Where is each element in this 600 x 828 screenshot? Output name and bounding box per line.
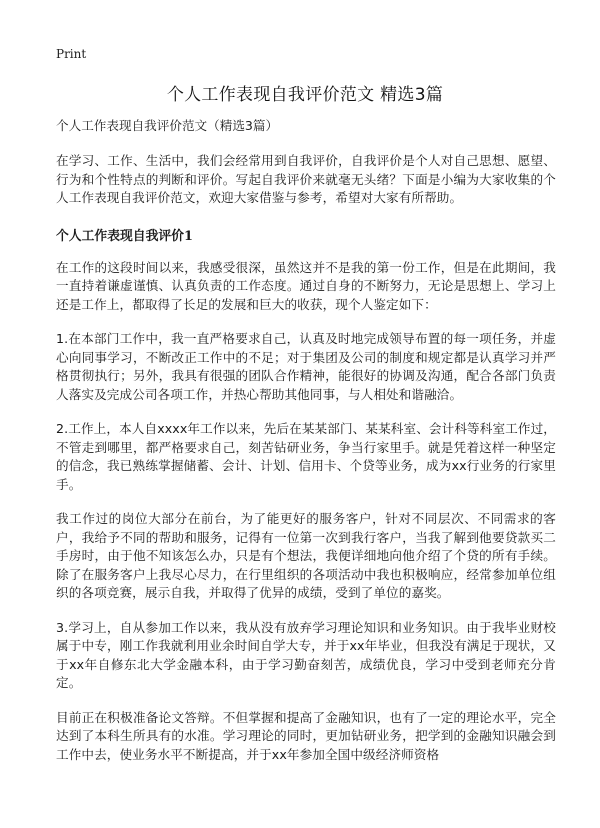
body-paragraph-2: 1.在本部门工作中，我一直严格要求自己，认真及时地完成领导布置的每一项任务，并虚心向同事学习，不断改正工作中的不足；对于集团及公司的制度和规定都是认真学习并严格贯彻执行；另外，我具有很强的团队合作精神，能很好的协调及沟通，配合各部门负责人落实及完成公司各项工作，并热心帮助其他同事，与人相处和谐融洽。 <box>56 331 556 402</box>
body-paragraph-5: 3.学习上，自从参加工作以来，我从没有放弃学习理论知识和业务知识。由于我毕业财校属于中专，刚工作我就利用业余时间自学大专，并于xx年毕业，但我没有满足于现状，又于xx年自修东北大学金融本科，由于学习勤奋刻苦，成绩优良，学习中受到老师充分肯定。 <box>56 619 556 690</box>
body-paragraph-4: 我工作过的岗位大部分在前台，为了能更好的服务客户，针对不同层次、不同需求的客户，我给予不同的帮助和服务，记得有一位第一次到我行客户，当我了解到他要贷款买二手房时，由于他不知该怎么办，只是有个想法，我便详细地向他介绍了个贷的所有手续。除了在服务客户上我尽心尽力，在行里组织的各项活动中我也积极响应，经常参加单位组织的各项竞赛，展示自我，并取得了优异的成绩，受到了单位的嘉奖。 <box>56 511 556 600</box>
article-body <box>56 117 556 780</box>
intro-paragraph: 在学习、工作、生活中，我们会经常用到自我评价，自我评价是个人对自己思想、愿望、行为和个性特点的判断和评价。写起自我评价来就毫无头绪？下面是小编为大家收集的个人工作表现自我评价范文，欢迎大家借鉴与参考，希望对大家有所帮助。 <box>56 153 556 205</box>
article-subtitle: 个人工作表现自我评价范文（精选3篇） <box>56 118 279 133</box>
body-paragraph-3: 2.工作上，本人自xxxx年工作以来，先后在某某部门、某某科室、会计科等科室工作过，不管走到哪里，都严格要求自己，刻苦钻研业务，争当行家里手。就是凭着这样一种坚定的信念，我已熟练掌握储蓄、会计、计划、信用卡、个贷等业务，成为xx行业务的行家里手。 <box>56 421 556 492</box>
page-title: 个人工作表现自我评价范文 精选3篇 <box>166 85 444 105</box>
body-paragraph-1: 在工作的这段时间以来，我感受很深，虽然这并不是我的第一份工作，但是在此期间，我一直持着谦虚谨慎、认真负责的工作态度。通过自身的不断努力，无论是思想上、学习上还是工作上，都取得了长足的发展和巨大的收获，现个人鉴定如下： <box>56 259 556 312</box>
body-paragraph-6: 目前正在积极准备论文答辩。不但掌握和提高了金融知识，也有了一定的理论水平，完全达到了本科生所具有的水准。学习理论的同时，更加钻研业务，把学到的金融知识融会到工作中去，使业务水平不断提高，并于xx年参加全国中级经济师资格 <box>56 709 556 762</box>
section-heading: 个人工作表现自我评价1 <box>56 228 193 244</box>
print-link[interactable]: Print <box>56 47 87 61</box>
